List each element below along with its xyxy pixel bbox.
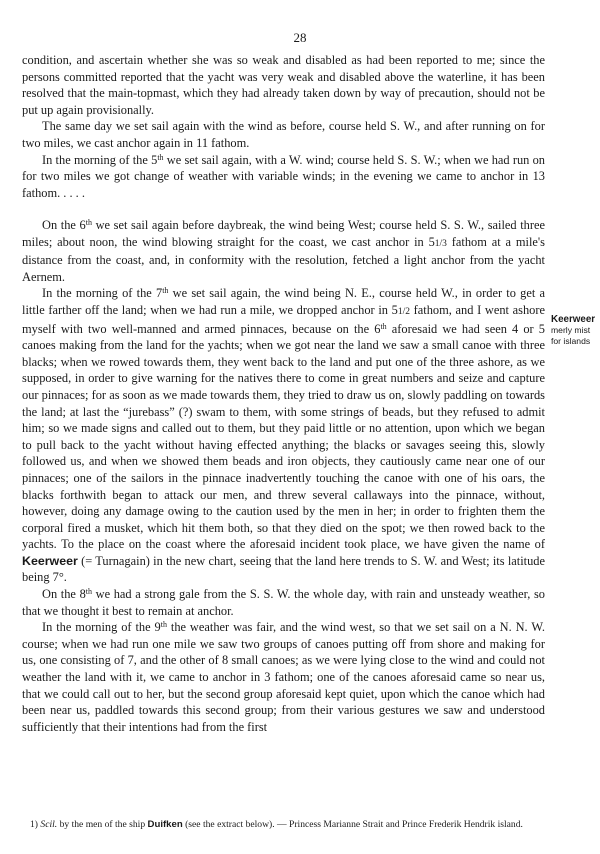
ship-name: Duifken — [147, 819, 183, 830]
text-block-top — [22, 52, 545, 201]
paragraph-3: In the morning of the 5th we set sail again, with a W. wind; course held S. S. W.; when we had run on for two miles we got change of weather with variable winds; in the evening we came to anchor in 13 fathom. . . . . — [22, 152, 545, 200]
text-block-main — [22, 217, 545, 735]
paragraph-2: The same day we set sail again with the wind as before, course held S. W., and after running on for two miles, we cast anchor again in 11 fathom. — [22, 119, 545, 150]
paragraph-4: On the 6th we set sail again before daybreak, the wind being West; course held S. S. W., sailed three miles; about noon, the wind blowing straight for the coast, we cast anchor in 51/3 fathom at a mile's distance from the coast, and, in conformity with the resolution, fetched a light anchor from the yacht Aernem. — [22, 218, 546, 284]
margin-note-title: Keerweer — [551, 314, 596, 325]
footnote-scil: Scil. — [40, 819, 58, 830]
margin-note — [551, 314, 600, 347]
paragraph-1: condition, and ascertain whether she was so weak and disabled as had been reported to me; since the persons committed reported that the yacht was very weak and disabled above the waterline, it has been resolved that the main-topmast, which they had already taken down by way of precaution, should not be put up again provisionally. — [22, 53, 545, 117]
footnote-number: 1) — [30, 819, 38, 830]
footnote: 1) Scil. by the men of the ship Duifken (see the extract below). — Princess Marianne Strait and Prince Frederik Hendrik island. — [30, 819, 523, 830]
paragraph-6: On the 8th we had a strong gale from the S. S. W. the whole day, with rain and unsteady weather, so that we thought it best to remain at anchor. — [22, 587, 545, 618]
paragraph-5: In the morning of the 7th we set sail again, the wind being N. E., course held W., in order to get a little farther off the land; when we had run a mile, we dropped anchor in 51/2 fathom, and I went ashore myself with two well-manned and armed pinnaces, because on the 6th aforesaid we had seen 4 or 5 canoes making from the land for the yachts; when we got near the land we saw a small canoe with three blacks; when we rowed towards them, they went back to the land and put one of the three ashore, as we supposed, in order to give warning for the natives there to come in great numbers and seize and capture our pinnaces; for as soon as we made towards them, they tried to draw us on, slowly paddling on towards the land; at last the “jurebass” (?) swam to them, with some strings of beads, but they refused to admit him; so we made signs and called out to them, but they paid little or no attention, upon which we began to pull back to the yacht without having effected anything; the blacks or savages seeing this, slowly followed us, and when we showed them beads and iron objects, they cautiously came near one of our pinnaces; one of the sailors in the pinnace inadvertently touching the canoe with one of his oars, the blacks forthwith began to attack our men, and threw several callaways into the pinnace, without, however, doing any damage owing to the caution used by the men in her; in order to frighten them the corporal fired a musket, which hit them both, so that they died on the spot; we then rowed back to the yachts. To the place on the coast where the aforesaid incident took place, we have given the name of Keerweer (= Turnagain) in the new chart, seeing that the land here trends to S. W. and West; its latitude being 7°. — [22, 286, 545, 585]
paragraph-7: In the morning of the 9th the weather was fair, and the wind west, so that we set sail on a N. N. W. course; when we had run one mile we saw two groups of canoes putting off from shore and making for us, one consisting of 7, and the other of 8 small canoes; as we were lying close to the wind and could not weather the land with it, we came to anchor in 3 fathom; one of the canoes aforesaid came so near us, that we could call out to her, but the second group aforesaid kept quiet, upon which the canoe which had been near us, paddled towards this second group; from their various gestures we saw and understood sufficiently that their intentions had from the first — [22, 620, 546, 734]
place-name-keerweer: Keerweer — [22, 553, 78, 568]
margin-note-line: merly mist — [551, 325, 591, 335]
margin-note-line: for islands — [551, 336, 591, 346]
page-number: 28 — [293, 30, 307, 45]
